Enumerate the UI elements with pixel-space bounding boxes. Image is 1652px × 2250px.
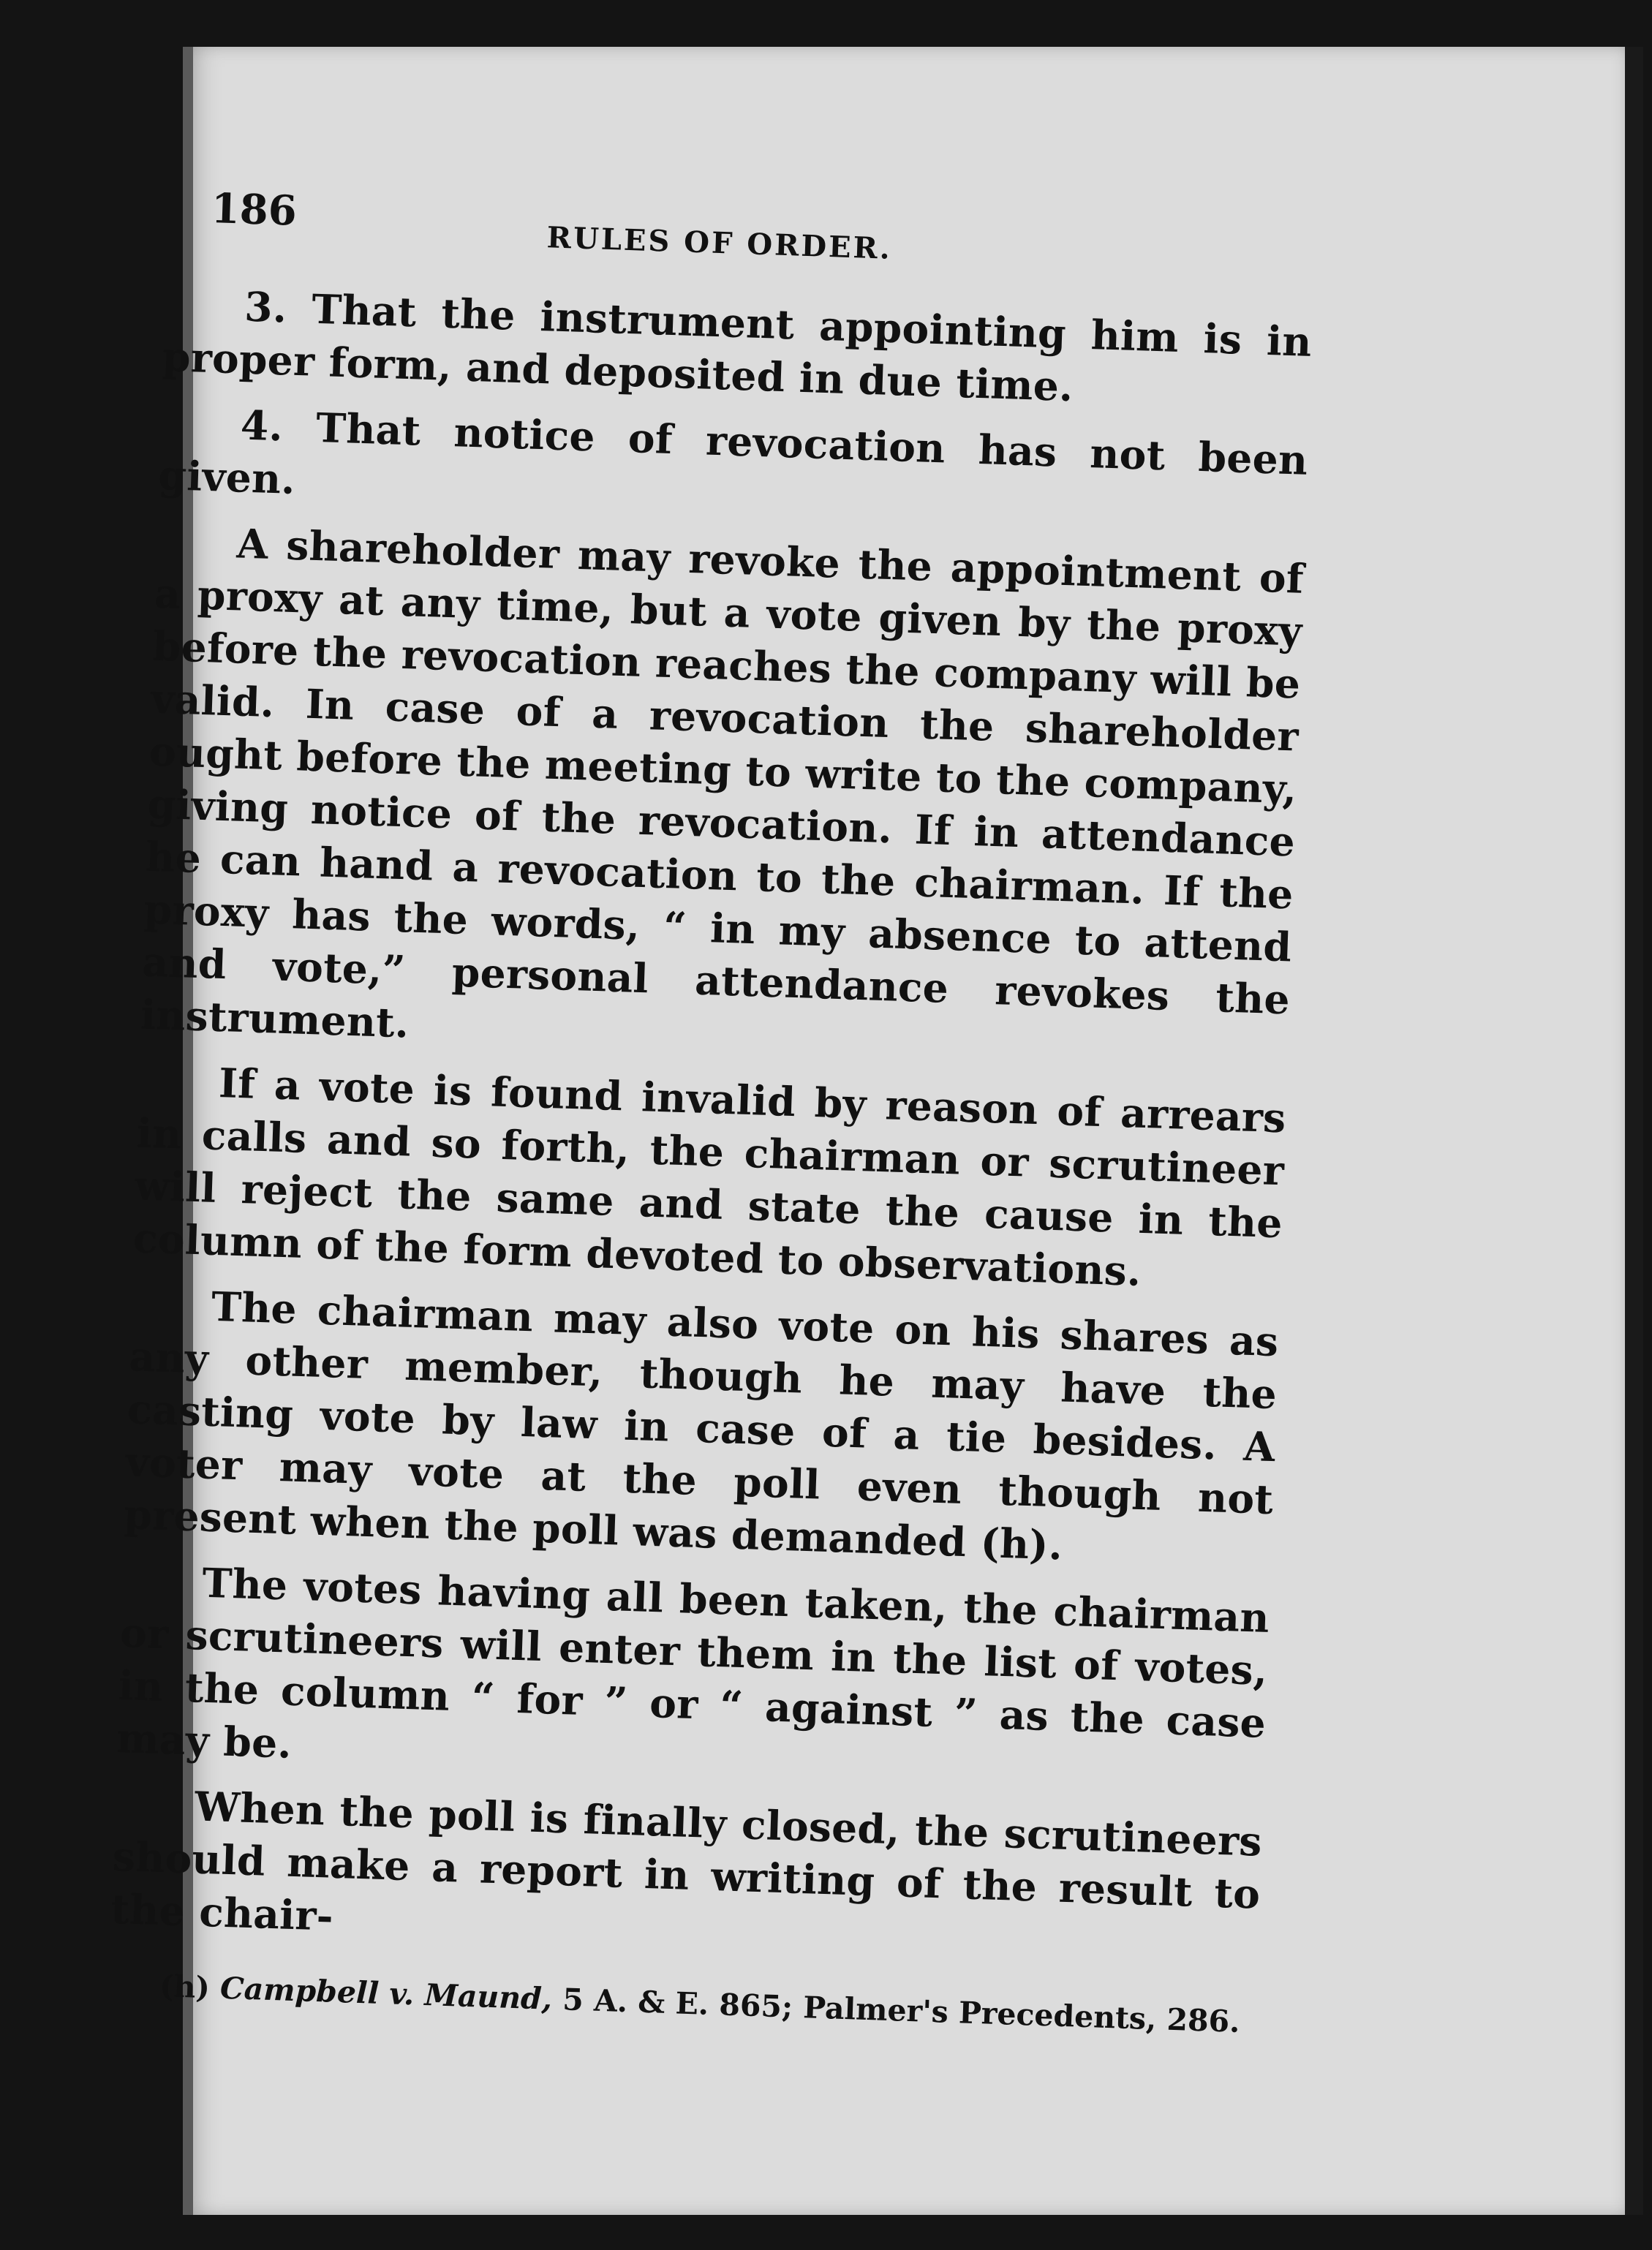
paragraph-poll-closed: When the poll is finally closed, the scrutineers should make a report in writing of the result to the chair- bbox=[110, 1782, 1263, 1940]
running-head: RULES OF ORDER. bbox=[546, 220, 893, 266]
footnote-case-name: Campbell v. Maund, bbox=[219, 1970, 553, 2017]
list-item-3: 3. That the instrument appointing him is in proper form, and deposited in due time. bbox=[162, 282, 1313, 411]
page-right-shadow bbox=[1625, 47, 1643, 2215]
page-content bbox=[107, 183, 1316, 2072]
paragraph-chairman-vote: The chairman may also vote on his shares as any other member, though he may have the casting vote by law in case of a tie besides. A voter may vote at the poll even though not present when the poll was demanded (h). bbox=[123, 1282, 1280, 1569]
footnote-marker: (h) bbox=[159, 1968, 211, 2006]
page-number: 186 bbox=[210, 184, 298, 235]
paragraph-revocation: A shareholder may revoke the appointment of a proxy at any time, but a vote given by the proxy before the revocation reaches the company will be valid. In case of a revocation the shareholder ought before the meeting to write to the company, giving notice of the revocation. If in attendance he can hand a revocation to the chairman. If the proxy has the words, “ in my absence to attend and vote,” personal attendance revokes the instrument. bbox=[140, 519, 1305, 1047]
paragraph-invalid-vote: If a vote is found invalid by reason of arrears in calls and so forth, the chairman or scrutineer will reject the same and state the cause in the column of the form devoted to observations. bbox=[132, 1058, 1287, 1295]
list-item-4: 4. That notice of revocation has not been given. bbox=[157, 401, 1309, 503]
footnote bbox=[108, 1965, 1256, 2042]
footnote-citation: 5 A. & E. 865; Palmer's Precedents, 286. bbox=[562, 1982, 1241, 2039]
paragraph-votes-taken: The votes having all been taken, the chairman or scrutineers will enter them in the list of votes, in the column “ for ” or “ against ” as the case may be. bbox=[116, 1558, 1270, 1767]
